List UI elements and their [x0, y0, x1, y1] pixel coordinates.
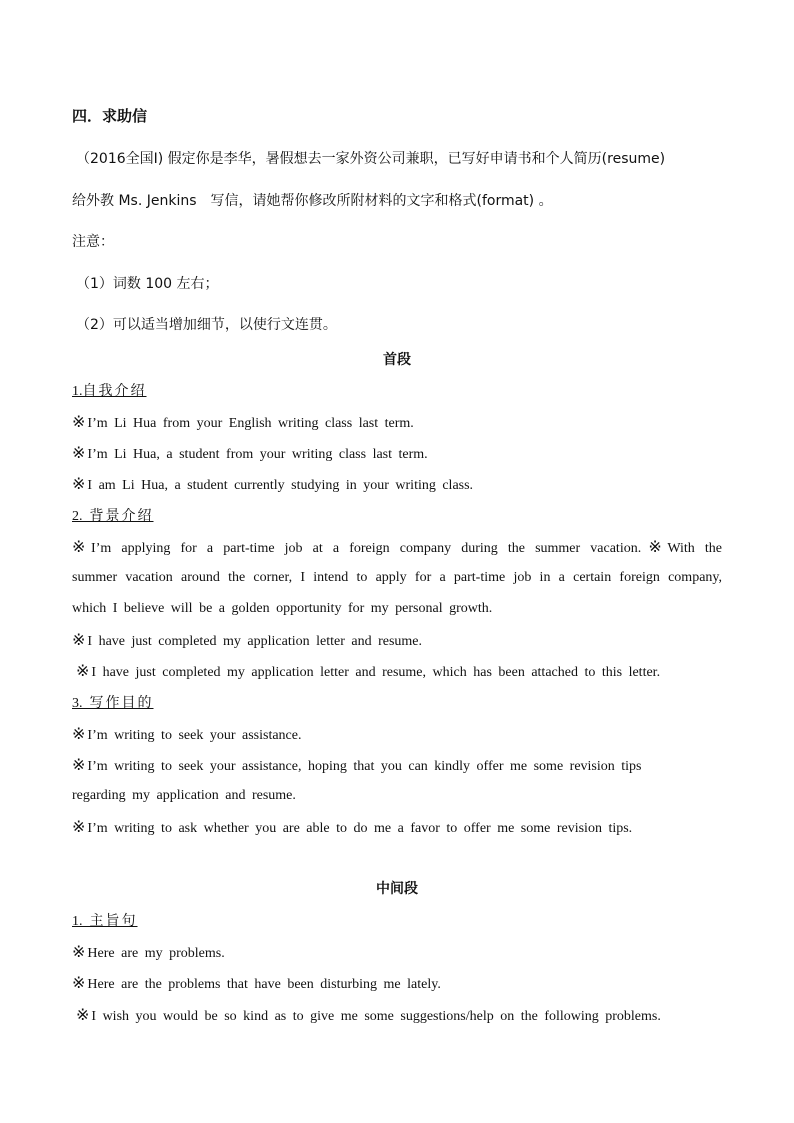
intro-subheading [72, 382, 147, 401]
intro-item-text: I’m Li Hua from your English writing class last term. [87, 416, 414, 431]
intro-item-text: I am Li Hua, a student currently studying in your writing class. [87, 478, 474, 493]
topic-item-text: Here are the problems that have been disturbing me lately. [87, 977, 441, 992]
section-title: 四．求助信 [72, 107, 148, 125]
purpose-subheading-number: 3. [72, 696, 83, 711]
reference-mark: ※ [72, 474, 86, 493]
reference-mark: ※ [72, 755, 86, 774]
reference-mark: ※ [76, 1005, 90, 1024]
background-item-1-line-2: summer vacation around the corner, I intend to apply for a part-time job in a certain foreign company, [72, 570, 722, 585]
purpose-item-2-line-2: regarding my application and resume. [72, 788, 296, 803]
reference-mark: ※ [72, 412, 86, 431]
opening-heading: 首段 [383, 352, 411, 368]
topic-item-text: Here are my problems. [87, 946, 225, 961]
background-item-3: ※ I have just completed my application letter and resume, which has been attached to this letter. [76, 661, 661, 680]
intro-subheading-number: 1. [72, 384, 83, 399]
intro-item [72, 413, 414, 433]
background-subheading-number: 2. [72, 509, 83, 524]
intro-item [72, 444, 428, 464]
topic-subheading [72, 912, 138, 931]
purpose-item-1: ※ I’m writing to seek your assistance. [72, 724, 302, 743]
reference-mark: ※ [72, 630, 86, 649]
reference-mark: ※ [76, 661, 90, 680]
reference-mark: ※ [72, 724, 86, 743]
reference-mark: ※ [72, 817, 86, 836]
purpose-subheading-text: 写作目的 [89, 695, 154, 711]
background-item-2: ※ I have just completed my application letter and resume. [72, 630, 423, 649]
intro-subheading-text: 自我介绍 [82, 383, 147, 399]
reference-mark: ※ [72, 537, 90, 556]
intro-item [72, 475, 473, 495]
reference-mark: ※ [72, 443, 86, 462]
topic-item-text: I wish you would be so kind as to give me some suggestions/help on the following problems. [91, 1009, 661, 1024]
note-1: （1）词数 100 左右； [76, 276, 219, 292]
topic-item [76, 1006, 661, 1026]
reference-mark: ※ [72, 973, 86, 992]
note-label: 注意： [72, 234, 114, 250]
intro-item-text: I’m Li Hua, a student from your writing class last term. [87, 447, 428, 462]
background-subheading-text: 背景介绍 [89, 508, 154, 524]
reference-mark: ※ [72, 942, 86, 961]
topic-subheading-text: 主旨句 [89, 913, 138, 929]
middle-heading: 中间段 [376, 881, 418, 897]
background-item-1-line-3: which I believe will be a golden opportunity for my personal growth. [72, 601, 493, 616]
prompt-line-1: （2016全国I) 假定你是李华，暑假想去一家外资公司兼职，已写好申请书和个人简历(resume) [76, 151, 666, 167]
reference-mark: ※ [648, 537, 666, 556]
topic-item [72, 974, 441, 994]
background-item-1-line-1: ※ I’m applying for a part-time job at a foreign company during the summer vacation. ※ With the [72, 537, 723, 556]
note-2: （2）可以适当增加细节，以使行文连贯。 [76, 317, 337, 333]
purpose-subheading [72, 694, 154, 713]
background-subheading [72, 507, 154, 526]
purpose-item-3: ※ I’m writing to ask whether you are able to do me a favor to offer me some revision tips. [72, 817, 633, 836]
topic-subheading-number: 1. [72, 914, 83, 929]
topic-item [72, 943, 225, 963]
purpose-item-2-line-1: ※ I’m writing to seek your assistance, hoping that you can kindly offer me some revision tips [72, 755, 642, 774]
prompt-line-2: 给外教 Ms. Jenkins 写信，请她帮你修改所附材料的文字和格式(format) 。 [72, 193, 553, 209]
